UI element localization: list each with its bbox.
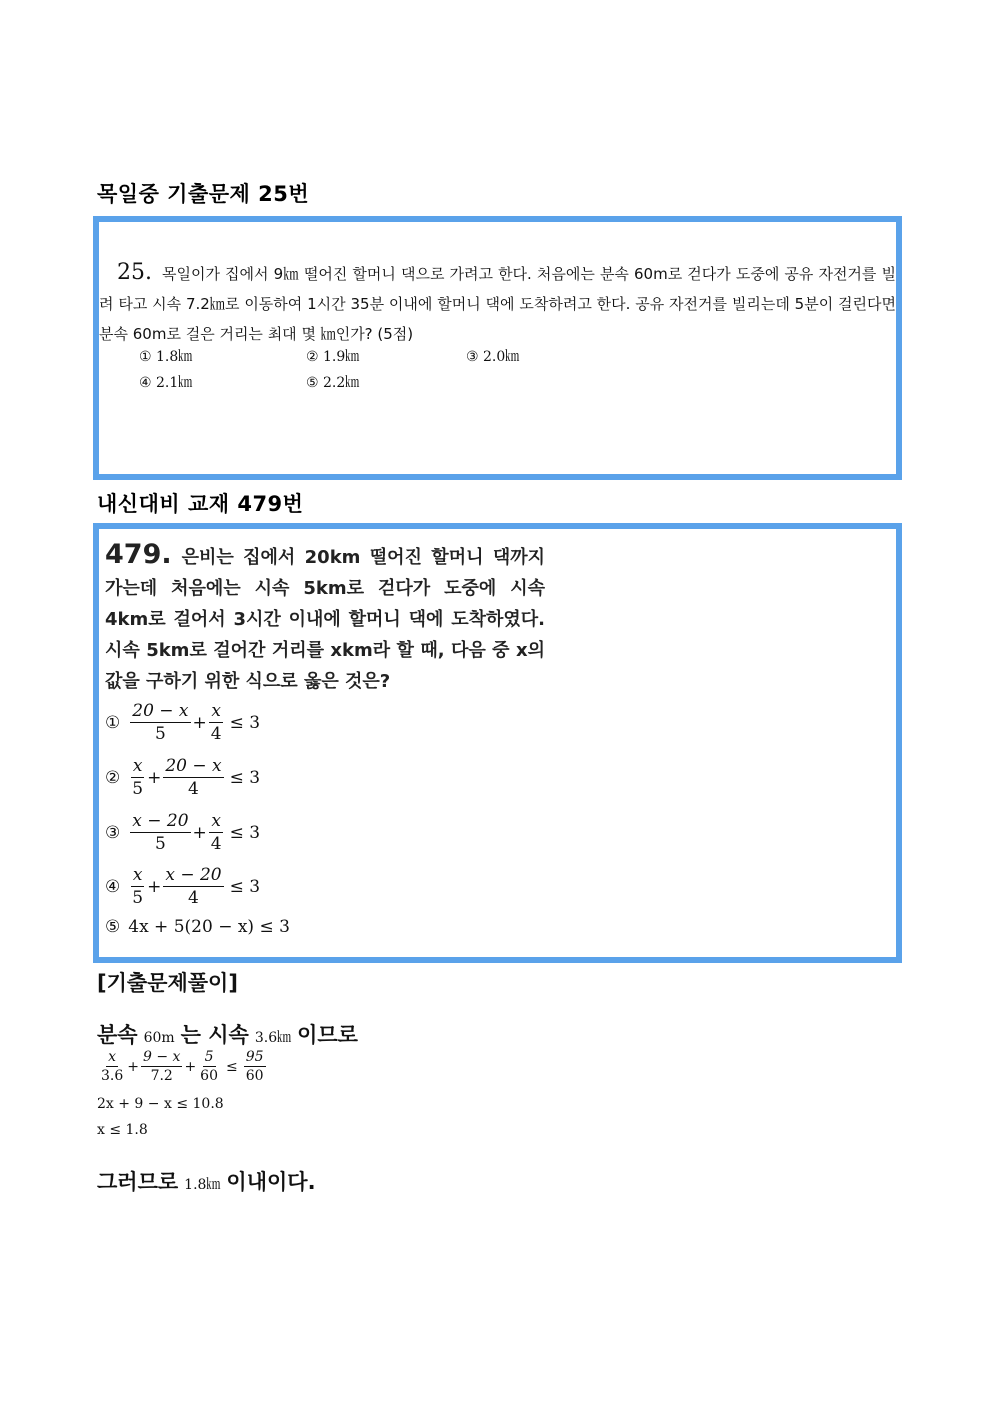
heading-exam-question: 목일중 기출문제 25번 [97, 182, 310, 206]
option-4: ④ $\frac{x}{5}$ + $\frac{x - 20}{4}$ ≤ 3 [105, 865, 261, 908]
solution-equation-2: 2x + 9 − x ≤ 10.8 [97, 1096, 224, 1112]
question-479-box [93, 523, 902, 963]
question-25-text [99, 258, 896, 349]
heading-textbook-question: 내신대비 교재 479번 [97, 492, 304, 516]
choice-1: ① 1.8㎞ [139, 349, 193, 365]
solution-title: [기출문제풀이] [97, 971, 238, 995]
solution-equation-1: $\frac{x}{3.6}$ + $\frac{9 - x}{7.2}$ + $\frac{5}{60}$ ≤ $\frac{95}{60}$ [101, 1049, 264, 1084]
question-25-body: 목일이가 집에서 9㎞ 떨어진 할머니 댁으로 가려고 한다. 처음에는 분속 60m로 걷다가 도중에 공유 자전거를 빌려 타고 시속 7.2㎞로 이동하여 1시간 35분 이내에 할머니 댁에 도착하려고 한다. 공유 자전거를 빌리는데 5분이 걸린다면 분속 60m로 걸은 거리는 최대 몇 ㎞인가? (5점) [99, 265, 896, 343]
option-3: ③ $\frac{x - 20}{5}$ + $\frac{x}{4}$ ≤ 3 [105, 811, 261, 854]
solution-line-1: 분속 60m 는 시속 3.6㎞ 이므로 [97, 1023, 358, 1047]
choice-4: ④ 2.1㎞ [139, 375, 193, 391]
question-479-text [105, 539, 545, 697]
choice-2: ② 1.9㎞ [306, 349, 360, 365]
question-479-number: 479. [105, 539, 172, 570]
option-2: ② $\frac{x}{5}$ + $\frac{20 - x}{4}$ ≤ 3 [105, 756, 261, 799]
choice-5: ⑤ 2.2㎞ [306, 375, 360, 391]
option-1: ① $\frac{20 - x}{5}$ + $\frac{x}{4}$ ≤ 3 [105, 701, 261, 744]
question-25-number: 25. [117, 260, 152, 285]
solution-conclusion: 그러므로 1.8㎞ 이내이다. [97, 1170, 316, 1194]
choice-3: ③ 2.0㎞ [466, 349, 520, 365]
question-479-body: 은비는 집에서 20km 떨어진 할머니 댁까지 가는데 처음에는 시속 5km로 걷다가 도중에 시속 4km로 걸어서 3시간 이내에 할머니 댁에 도착하였다. 시속 5km로 걸어간 거리를 xkm라 할 때, 다음 중 x의 값을 구하기 위한 식으로 옳은 것은? [105, 547, 545, 692]
solution-equation-3: x ≤ 1.8 [97, 1122, 148, 1138]
option-5: ⑤ 4x + 5(20 − x) ≤ 3 [105, 917, 290, 937]
question-25-box [93, 216, 902, 480]
